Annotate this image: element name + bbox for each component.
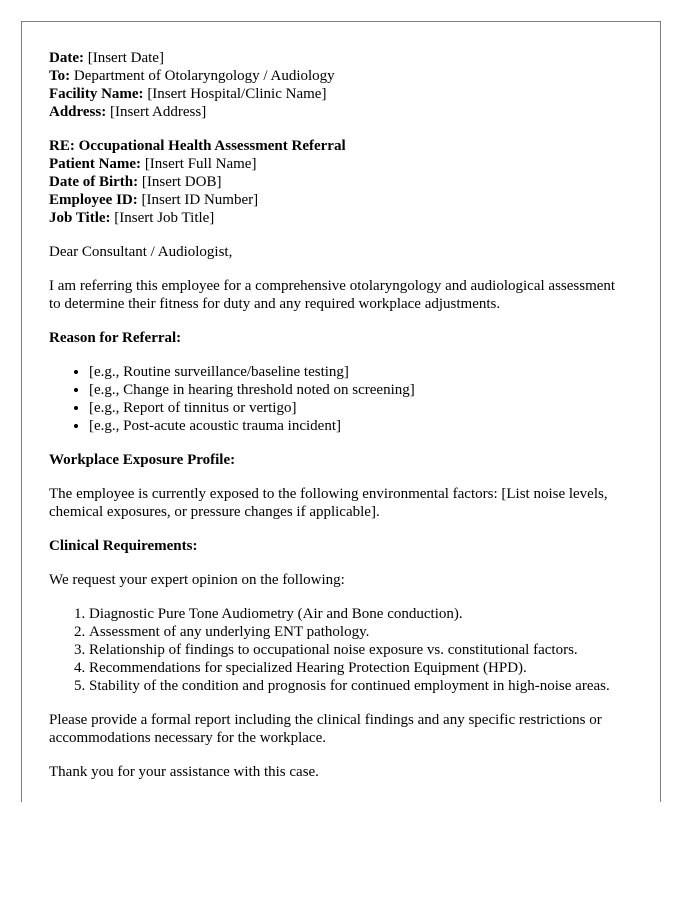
- date-line: [49, 49, 629, 67]
- clinical-heading: [49, 537, 629, 555]
- letter-page: [21, 21, 661, 802]
- re-subject-text: RE: Occupational Health Assessment Referral: [49, 138, 346, 154]
- clinical-heading-text: Clinical Requirements:: [49, 538, 198, 554]
- dob-label: Date of Birth:: [49, 174, 139, 190]
- to-label: To:: [49, 68, 71, 84]
- facility-value: [Insert Hospital/Clinic Name]: [147, 86, 327, 102]
- exposure-heading: [49, 451, 629, 469]
- thanks-line: Thank you for your assistance with this case.: [49, 764, 319, 780]
- list-item: • [e.g., Routine surveillance/baseline testing]: [89, 363, 629, 381]
- list-item: • [e.g., Report of tinnitus or vertigo]: [89, 399, 629, 417]
- intro-paragraph: I am referring this employee for a comprehensive otolaryngology and audiological assessment to determine their fitness for duty and any required workplace adjustments.: [49, 278, 616, 312]
- exposure-paragraph: The employee is currently exposed to the following environmental factors: [List noise levels, chemical exposures, or pressure changes if applicable].: [49, 486, 608, 520]
- closing-request: Please provide a formal report including the clinical findings and any specific restrictions or accommodations necessary for the workplace.: [49, 712, 602, 746]
- clinical-list: [49, 605, 629, 695]
- facility-line: [49, 85, 629, 103]
- job-label: Job Title:: [49, 210, 111, 226]
- job-value: [Insert Job Title]: [114, 210, 215, 226]
- to-value: Department of Otolaryngology / Audiology: [73, 68, 335, 84]
- date-value: [Insert Date]: [87, 50, 164, 66]
- employee-line: [49, 191, 629, 209]
- header-block: [49, 49, 629, 121]
- address-line: [49, 103, 629, 121]
- employee-label: Employee ID:: [49, 192, 138, 208]
- list-item: 1. Diagnostic Pure Tone Audiometry (Air and Bone conduction).: [89, 605, 629, 623]
- exposure-heading-text: Workplace Exposure Profile:: [49, 452, 236, 468]
- list-item: 4. Recommendations for specialized Hearing Protection Equipment (HPD).: [89, 659, 629, 677]
- dob-value: [Insert DOB]: [141, 174, 222, 190]
- re-subject: [49, 137, 629, 155]
- reason-heading: [49, 329, 629, 347]
- address-value: [Insert Address]: [109, 104, 207, 120]
- dob-line: [49, 173, 629, 191]
- reason-list: [49, 363, 629, 435]
- facility-label: Facility Name:: [49, 86, 144, 102]
- date-label: Date:: [49, 50, 84, 66]
- clinical-intro: We request your expert opinion on the following:: [49, 572, 345, 588]
- list-item: 5. Stability of the condition and prognosis for continued employment in high-noise areas.: [89, 677, 629, 695]
- address-label: Address:: [49, 104, 107, 120]
- re-block: [49, 137, 629, 227]
- salutation: Dear Consultant / Audiologist,: [49, 244, 233, 260]
- employee-value: [Insert ID Number]: [141, 192, 259, 208]
- patient-line: [49, 155, 629, 173]
- list-item: • [e.g., Change in hearing threshold noted on screening]: [89, 381, 629, 399]
- patient-label: Patient Name:: [49, 156, 142, 172]
- job-line: [49, 209, 629, 227]
- to-line: [49, 67, 629, 85]
- letter-content: [49, 49, 629, 781]
- list-item: 3. Relationship of findings to occupational noise exposure vs. constitutional factors.: [89, 641, 629, 659]
- reason-heading-text: Reason for Referral:: [49, 330, 182, 346]
- patient-value: [Insert Full Name]: [144, 156, 257, 172]
- list-item: • [e.g., Post-acute acoustic trauma incident]: [89, 417, 629, 435]
- list-item: 2. Assessment of any underlying ENT pathology.: [89, 623, 629, 641]
